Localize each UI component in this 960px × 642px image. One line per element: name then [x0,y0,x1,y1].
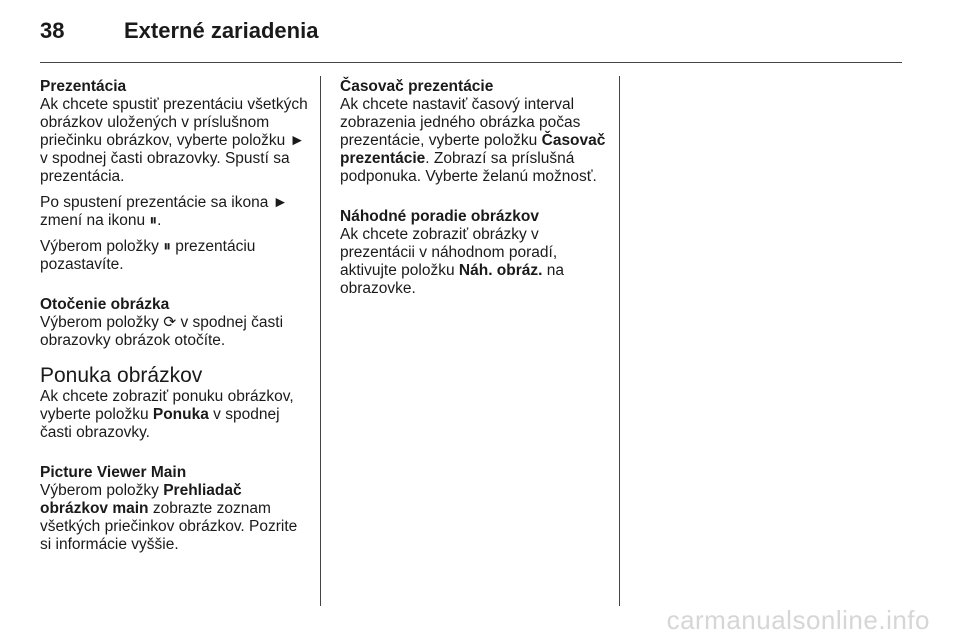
paragraph: Výberom položky Prehliadač obrázkov main zobrazte zoznam všetkých priečinkov obrázkov. Pozrite si informácie vyššie. [40,482,298,553]
column-divider-right [619,76,620,606]
section-title-prezentacia: Prezentácia [40,78,127,95]
section-title-nahodne: Náhodné poradie obrázkov [340,208,539,225]
paragraph: Výberom položky ⏸ prezentáciu pozastavíte. [40,238,256,273]
section-title-casovac: Časovač prezentácie [340,78,494,95]
left-column [40,78,312,562]
paragraph: Ak chcete zobraziť obrázky v prezentácii v náhodnom poradí, aktivujte položku Náh. obráz. na obrazovke. [340,226,565,297]
paragraph: Ak chcete spustiť prezentáciu všetkých obrázkov uložených v príslušnom priečinku obrázkov, vyberte položku ► v spodnej časti obrazovky. Spustí sa prezentácia. [40,96,308,185]
section-heading-ponuka: Ponuka obrázkov [40,364,203,387]
middle-column [340,78,612,306]
section-title-otocenie: Otočenie obrázka [40,296,170,313]
column-divider-left [320,76,321,606]
paragraph: Výberom položky ⟳ v spodnej časti obrazovky obrázok otočíte. [40,314,284,349]
paragraph: Ak chcete zobraziť ponuku obrázkov, vyberte položku Ponuka v spodnej časti obrazovky. [40,388,294,441]
header-rule [40,62,902,63]
page-number: 38 [40,18,65,43]
chapter-title: Externé zariadenia [124,18,319,43]
paragraph: Ak chcete nastaviť časový interval zobrazenia jedného obrázka počas prezentácie, vyberte položku Časovač prezentácie. Zobrazí sa príslušná podponuka. Vyberte želanú možnosť. [340,96,606,185]
paragraph: Po spustení prezentácie sa ikona ► zmení na ikonu ⏸. [40,194,288,229]
watermark: carmanualsonline.info [666,605,930,635]
section-title-viewer: Picture Viewer Main [40,464,187,481]
